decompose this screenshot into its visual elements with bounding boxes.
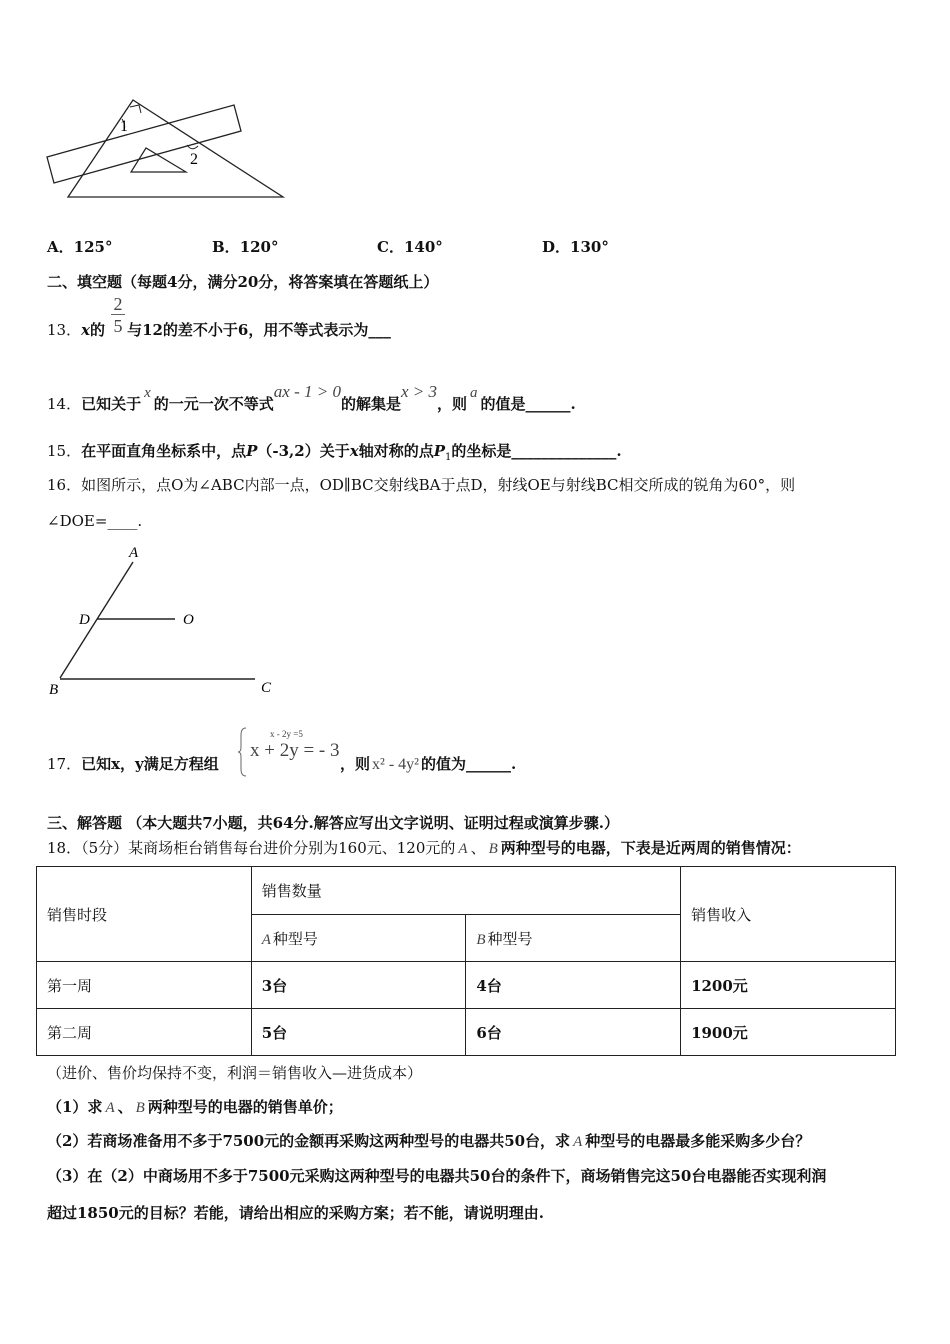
cell-income: 1900元	[681, 1009, 896, 1056]
cell-qty-a: 3台	[251, 962, 466, 1009]
question-13: 13．x的 与12的差不小于6，用不等式表示为___	[47, 321, 391, 339]
question-17-prefix: 17．已知x，y满足方程组	[47, 755, 219, 773]
section-3-heading: 三、解答题 （本大题共7小题，共64分.解答应写出文字说明、证明过程或演算步骤.）	[47, 814, 619, 832]
cell-qty-b: 4台	[466, 962, 681, 1009]
q18-note: （进价、售价均保持不变，利润＝销售收入—进货成本）	[47, 1064, 423, 1082]
q18-part-1: （1）求 A 、 B 两种型号的电器的销售单价；	[47, 1098, 343, 1116]
point-C-label: C	[261, 680, 272, 696]
sales-table	[36, 866, 896, 1056]
point-O-label: O	[183, 612, 194, 628]
choice-a[interactable]: A．125°	[47, 238, 113, 256]
table-row	[37, 1009, 896, 1056]
choice-d[interactable]: D．130°	[542, 238, 609, 256]
header-income: 销售收入	[681, 867, 896, 962]
point-A-label: A	[129, 545, 139, 561]
cell-qty-b: 6台	[466, 1009, 681, 1056]
q18-part-2: （2）若商场准备用不多于7500元的金额再采购这两种型号的电器共50台，求 A 种型号的电器最多能采购多少台？	[47, 1132, 811, 1150]
header-type-b: B 种型号	[466, 915, 681, 962]
angle-2-label: 2	[190, 151, 198, 168]
question-17-suffix: ，则 x² - 4y² 的值为______.	[340, 755, 517, 773]
cell-income: 1200元	[681, 962, 896, 1009]
header-period: 销售时段	[37, 867, 252, 962]
q18-part-3-line2: 超过1850元的目标？若能，请给出相应的采购方案；若不能，请说明理由.	[47, 1204, 544, 1222]
table-row	[37, 962, 896, 1009]
angle-1-label: 1	[120, 118, 128, 135]
question-18-intro: 18．（5分）某商场柜台销售每台进价分别为160元、120元的 A 、 B 两种型号的电器，下表是近两周的销售情况：	[47, 839, 801, 857]
system-brace	[238, 727, 248, 777]
question-15: 15．在平面直角坐标系中，点P（-3,2）关于x轴对称的点$P_1$的坐标是______________.	[47, 442, 622, 463]
question-16-line1: 16．如图所示，点O为∠ABC内部一点，OD∥BC交射线BA于点D，射线OE与射线BC相交所成的锐角为60°，则	[47, 476, 796, 494]
point-B-label: B	[49, 682, 59, 698]
figure-triangle-ruler	[40, 95, 290, 205]
system-equation-1: x - 2y =5	[270, 729, 303, 739]
section-2-heading: 二、填空题（每题4分，满分20分，将答案填在答题纸上）	[47, 273, 439, 291]
cell-period: 第一周	[37, 962, 252, 1009]
question-14: 14．已知关于x的一元一次不等式ax - 1 > 0的解集是x > 3，则a的值是______.	[47, 382, 576, 413]
q18-part-3-line1: （3）在（2）中商场用不多于7500元采购这两种型号的电器共50台的条件下，商场销售完这50台电器能否实现利润	[47, 1167, 827, 1185]
system-equation-2: x + 2y = - 3	[250, 740, 340, 761]
cell-period: 第二周	[37, 1009, 252, 1056]
question-16-line2: ∠DOE=____.	[47, 512, 143, 530]
header-quantity: 销售数量	[251, 867, 680, 915]
choice-b[interactable]: B．120°	[212, 238, 279, 256]
header-type-a: A 种型号	[251, 915, 466, 962]
point-D-label: D	[79, 612, 90, 628]
fraction-2-5: 2 5	[111, 294, 125, 337]
choice-c[interactable]: C．140°	[377, 238, 443, 256]
cell-qty-a: 5台	[251, 1009, 466, 1056]
figure-16	[45, 540, 285, 700]
